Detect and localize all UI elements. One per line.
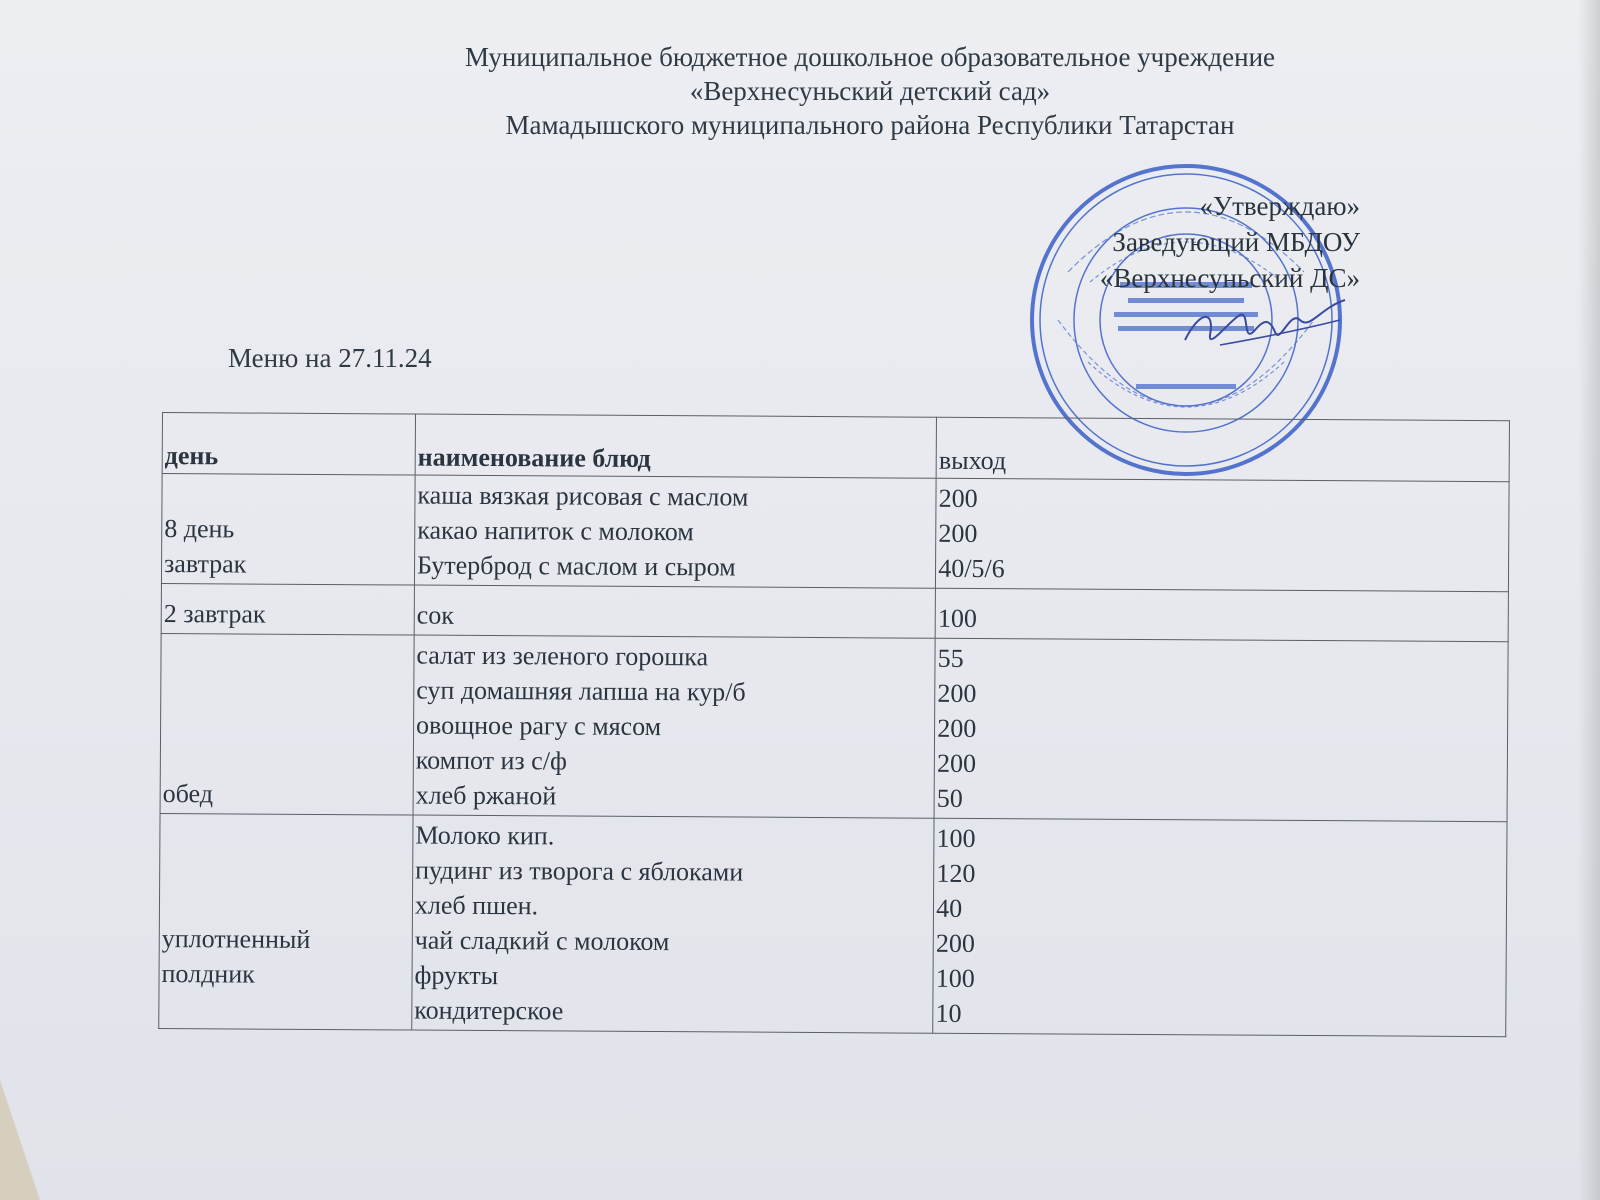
dish-item: фрукты: [414, 960, 499, 991]
dish-item: компот из с/ф: [415, 745, 567, 776]
day-cell: [161, 474, 415, 586]
dish-item: овощное рагу с мясом: [415, 710, 662, 742]
dish-item: суп домашняя лапша на кур/б: [416, 675, 746, 707]
background-corner: [0, 1080, 40, 1200]
dishes-cell: [412, 815, 935, 1033]
day-label: завтрак: [163, 549, 247, 579]
output-value: 120: [936, 858, 976, 888]
output-value: 200: [937, 713, 977, 743]
dish-item: чай сладкий с молоком: [414, 925, 670, 957]
day-label: 2 завтрак: [163, 599, 266, 629]
approval-line-2: Заведующий МБДОУ: [1112, 227, 1360, 257]
day-cell: [159, 813, 413, 1030]
institution-header: [330, 40, 1410, 142]
output-cell: [933, 818, 1507, 1036]
header-line-1: Муниципальное бюджетное дошкольное образовательное учреждение: [465, 42, 1275, 72]
header-line-2: «Верхнесуньский детский сад»: [689, 76, 1051, 106]
day-cell: [161, 583, 414, 635]
table-row-afternoon-snack: [159, 813, 1507, 1036]
header-day: день: [162, 413, 415, 476]
output-cell: [936, 478, 1509, 591]
output-value: 10: [935, 998, 962, 1028]
header-output: выход: [936, 417, 1509, 481]
dishes-cell: [413, 635, 935, 818]
dishes-cell: [414, 585, 936, 638]
day-label: уплотненный: [161, 924, 311, 954]
output-value: 40/5/6: [938, 553, 1005, 584]
paper-edge-shadow: [1578, 0, 1600, 1200]
approval-line-1: «Утверждаю»: [1199, 191, 1360, 221]
menu-title: Меню на 27.11.24: [228, 343, 432, 373]
approval-line-3: «Верхнесуньский ДС»: [1099, 263, 1360, 293]
day-cell: [160, 633, 414, 815]
output-value: 50: [936, 783, 963, 813]
dish-item: сок: [416, 600, 454, 630]
dish-item: пудинг из творога с яблоками: [415, 855, 744, 887]
header-line-3: Мамадышского муниципального района Республики Татарстан: [505, 110, 1235, 140]
dish-item: салат из зеленого горошка: [416, 640, 709, 672]
table-row-lunch: [160, 633, 1508, 821]
dish-item: кондитерское: [414, 995, 564, 1026]
table-row-second-breakfast: [161, 583, 1508, 641]
output-value: 100: [936, 823, 976, 853]
dish-item: хлеб пшен.: [414, 890, 539, 921]
header-dish-name: наименование блюд: [415, 414, 937, 478]
day-label: полдник: [161, 959, 255, 989]
day-label: обед: [162, 779, 214, 809]
approval-block: [940, 188, 1360, 296]
output-value: 200: [938, 483, 978, 513]
output-value: 100: [935, 963, 975, 993]
output-cell: [935, 588, 1508, 641]
output-value: 200: [935, 928, 976, 958]
output-value: 40: [936, 893, 963, 923]
day-label: 8 день: [164, 514, 235, 544]
table-row-breakfast: [161, 474, 1509, 592]
dish-item: хлеб ржаной: [415, 780, 557, 811]
dishes-cell: [414, 475, 936, 588]
dish-item: Молоко кип.: [415, 820, 555, 851]
dish-item: каша вязкая рисовая с маслом: [417, 480, 749, 512]
output-value: 200: [937, 678, 977, 708]
output-value: 100: [937, 603, 978, 633]
menu-table: [158, 412, 1510, 1037]
output-value: 55: [937, 643, 964, 673]
table-header-row: [162, 413, 1509, 482]
handwritten-signature: [1180, 290, 1350, 360]
output-value: 200: [936, 748, 977, 778]
dish-item: какао напиток с молоком: [417, 515, 694, 547]
output-cell: [934, 638, 1508, 821]
output-value: 200: [938, 518, 978, 548]
dish-item: Бутерброд с маслом и сыром: [416, 550, 736, 582]
